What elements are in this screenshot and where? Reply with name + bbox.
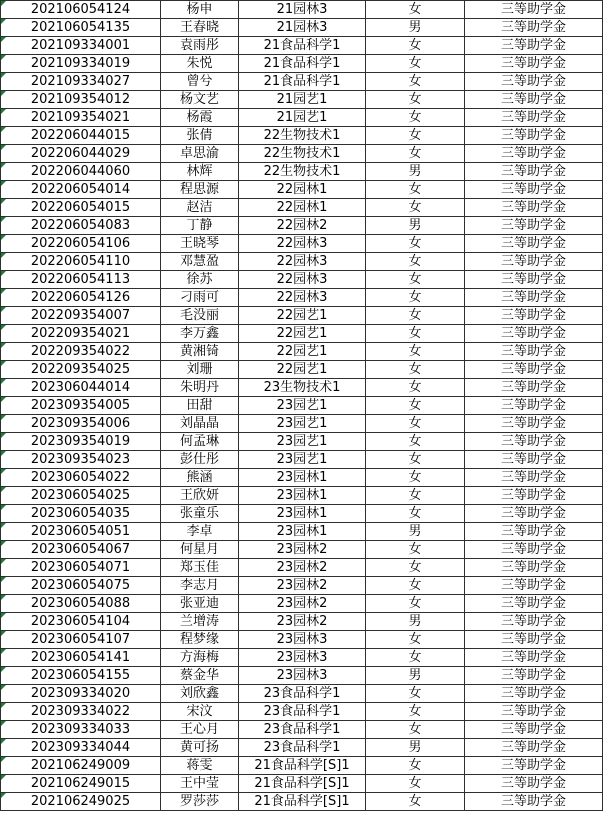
- student-name-cell[interactable]: 朱明丹: [161, 379, 239, 397]
- gender-cell[interactable]: 女: [366, 649, 465, 667]
- student-name-cell[interactable]: 宋汶: [161, 703, 239, 721]
- gender-cell[interactable]: 女: [366, 271, 465, 289]
- award-cell[interactable]: 三等助学金: [465, 253, 603, 271]
- class-cell[interactable]: 23园林2: [239, 541, 366, 559]
- class-cell[interactable]: 22园艺1: [239, 343, 366, 361]
- student-name-cell[interactable]: 蒋雯: [161, 757, 239, 775]
- class-cell[interactable]: 23园林3: [239, 667, 366, 685]
- student-name-cell[interactable]: 刘欣鑫: [161, 685, 239, 703]
- student-name-cell[interactable]: 何孟琳: [161, 433, 239, 451]
- table-row: [1, 1, 603, 19]
- class-cell[interactable]: 23食品科学1: [239, 703, 366, 721]
- award-cell[interactable]: 三等助学金: [465, 793, 603, 811]
- student-name-cell[interactable]: 林辉: [161, 163, 239, 181]
- student-id-cell[interactable]: 202306054071: [1, 559, 161, 577]
- class-cell[interactable]: 22园林1: [239, 181, 366, 199]
- award-cell[interactable]: 三等助学金: [465, 469, 603, 487]
- class-cell[interactable]: 21食品科学1: [239, 73, 366, 91]
- award-cell[interactable]: 三等助学金: [465, 505, 603, 523]
- class-cell[interactable]: 22园艺1: [239, 325, 366, 343]
- table-row: [1, 325, 603, 343]
- gender-cell[interactable]: 女: [366, 577, 465, 595]
- gender-cell[interactable]: 女: [366, 379, 465, 397]
- table-row: [1, 343, 603, 361]
- gender-cell[interactable]: 女: [366, 685, 465, 703]
- award-cell[interactable]: 三等助学金: [465, 91, 603, 109]
- student-id-cell[interactable]: 202306054141: [1, 649, 161, 667]
- student-id-cell[interactable]: 202306054025: [1, 487, 161, 505]
- class-cell[interactable]: 23园林2: [239, 577, 366, 595]
- class-cell[interactable]: 23园林1: [239, 487, 366, 505]
- class-cell[interactable]: 23园艺1: [239, 415, 366, 433]
- gender-cell[interactable]: 男: [366, 163, 465, 181]
- gender-cell[interactable]: 女: [366, 541, 465, 559]
- student-id-cell[interactable]: 202306054067: [1, 541, 161, 559]
- gender-cell[interactable]: 女: [366, 55, 465, 73]
- award-cell[interactable]: 三等助学金: [465, 19, 603, 37]
- table-row: [1, 721, 603, 739]
- class-cell[interactable]: 22园艺1: [239, 361, 366, 379]
- table-row: [1, 649, 603, 667]
- award-cell[interactable]: 三等助学金: [465, 451, 603, 469]
- class-cell[interactable]: 21食品科学1: [239, 37, 366, 55]
- gender-cell[interactable]: 女: [366, 505, 465, 523]
- award-cell[interactable]: 三等助学金: [465, 163, 603, 181]
- award-cell[interactable]: 三等助学金: [465, 631, 603, 649]
- gender-cell[interactable]: 女: [366, 1, 465, 19]
- gender-cell[interactable]: 女: [366, 433, 465, 451]
- table-row: [1, 91, 603, 109]
- award-cell[interactable]: 三等助学金: [465, 415, 603, 433]
- student-name-cell[interactable]: 方海梅: [161, 649, 239, 667]
- table-row: [1, 271, 603, 289]
- student-id-cell[interactable]: 202106249009: [1, 757, 161, 775]
- student-id-cell[interactable]: 202306054107: [1, 631, 161, 649]
- class-cell[interactable]: 22园林2: [239, 217, 366, 235]
- award-cell[interactable]: 三等助学金: [465, 289, 603, 307]
- class-cell[interactable]: 21食品科学1: [239, 55, 366, 73]
- student-name-cell[interactable]: 李志月: [161, 577, 239, 595]
- gender-cell[interactable]: 女: [366, 127, 465, 145]
- class-cell[interactable]: 23园林1: [239, 469, 366, 487]
- table-row: [1, 253, 603, 271]
- class-cell[interactable]: 22生物技术1: [239, 127, 366, 145]
- class-cell[interactable]: 23园艺1: [239, 433, 366, 451]
- award-cell[interactable]: 三等助学金: [465, 361, 603, 379]
- student-name-cell[interactable]: 黄湘锜: [161, 343, 239, 361]
- award-cell[interactable]: 三等助学金: [465, 487, 603, 505]
- award-cell[interactable]: 三等助学金: [465, 685, 603, 703]
- table-row: [1, 577, 603, 595]
- table-row: [1, 379, 603, 397]
- table-row: [1, 793, 603, 811]
- student-id-cell[interactable]: 202106249015: [1, 775, 161, 793]
- award-cell[interactable]: 三等助学金: [465, 379, 603, 397]
- student-id-cell[interactable]: 202206054106: [1, 235, 161, 253]
- award-cell[interactable]: 三等助学金: [465, 1, 603, 19]
- class-cell[interactable]: 21园林3: [239, 19, 366, 37]
- gender-cell[interactable]: 女: [366, 343, 465, 361]
- gender-cell[interactable]: 男: [366, 667, 465, 685]
- class-cell[interactable]: 23园艺1: [239, 397, 366, 415]
- gender-cell[interactable]: 女: [366, 325, 465, 343]
- student-name-cell[interactable]: 刘晶晶: [161, 415, 239, 433]
- class-cell[interactable]: 21食品科学[S]1: [239, 775, 366, 793]
- award-cell[interactable]: 三等助学金: [465, 271, 603, 289]
- gender-cell[interactable]: 女: [366, 37, 465, 55]
- student-name-cell[interactable]: 刁雨可: [161, 289, 239, 307]
- gender-cell[interactable]: 女: [366, 91, 465, 109]
- award-cell[interactable]: 三等助学金: [465, 73, 603, 91]
- student-name-cell[interactable]: 黄可扬: [161, 739, 239, 757]
- table-row: [1, 181, 603, 199]
- table-row: [1, 235, 603, 253]
- student-id-cell[interactable]: 202109354021: [1, 109, 161, 127]
- gender-cell[interactable]: 男: [366, 739, 465, 757]
- table-row: [1, 37, 603, 55]
- award-cell[interactable]: 三等助学金: [465, 199, 603, 217]
- table-row: [1, 361, 603, 379]
- student-name-cell[interactable]: 张童乐: [161, 505, 239, 523]
- table-row: [1, 199, 603, 217]
- table-row: [1, 73, 603, 91]
- gender-cell[interactable]: 女: [366, 199, 465, 217]
- table-row: [1, 55, 603, 73]
- gender-cell[interactable]: 女: [366, 451, 465, 469]
- class-cell[interactable]: 23园林3: [239, 631, 366, 649]
- gender-cell[interactable]: 男: [366, 613, 465, 631]
- class-cell[interactable]: 23园林2: [239, 595, 366, 613]
- award-cell[interactable]: 三等助学金: [465, 145, 603, 163]
- award-cell[interactable]: 三等助学金: [465, 559, 603, 577]
- student-id-cell[interactable]: 202206044029: [1, 145, 161, 163]
- student-name-cell[interactable]: 李万鑫: [161, 325, 239, 343]
- class-cell[interactable]: 23食品科学1: [239, 721, 366, 739]
- student-id-cell[interactable]: 202309354023: [1, 451, 161, 469]
- award-cell[interactable]: 三等助学金: [465, 181, 603, 199]
- class-cell[interactable]: 23园艺1: [239, 451, 366, 469]
- table-row: [1, 523, 603, 541]
- student-id-cell[interactable]: 202206054110: [1, 253, 161, 271]
- gender-cell[interactable]: 女: [366, 145, 465, 163]
- gender-cell[interactable]: 女: [366, 109, 465, 127]
- class-cell[interactable]: 22生物技术1: [239, 163, 366, 181]
- gender-cell[interactable]: 女: [366, 793, 465, 811]
- gender-cell[interactable]: 男: [366, 19, 465, 37]
- table-row: [1, 613, 603, 631]
- student-name-cell[interactable]: 程思源: [161, 181, 239, 199]
- table-row: [1, 487, 603, 505]
- table-row: [1, 757, 603, 775]
- student-name-cell[interactable]: 张亚迪: [161, 595, 239, 613]
- student-name-cell[interactable]: 王中莹: [161, 775, 239, 793]
- table-row: [1, 667, 603, 685]
- table-row: [1, 469, 603, 487]
- award-cell[interactable]: 三等助学金: [465, 127, 603, 145]
- class-cell[interactable]: 23园林1: [239, 505, 366, 523]
- student-id-cell[interactable]: 202209354022: [1, 343, 161, 361]
- gender-cell[interactable]: 男: [366, 523, 465, 541]
- student-id-cell[interactable]: 202306054035: [1, 505, 161, 523]
- table-row: [1, 775, 603, 793]
- student-name-cell[interactable]: 程梦缘: [161, 631, 239, 649]
- class-cell[interactable]: 23生物技术1: [239, 379, 366, 397]
- student-id-cell[interactable]: 202106054135: [1, 19, 161, 37]
- award-cell[interactable]: 三等助学金: [465, 577, 603, 595]
- table-row: [1, 307, 603, 325]
- sheet-margin: [603, 0, 613, 816]
- student-name-cell[interactable]: 袁雨彤: [161, 37, 239, 55]
- award-cell[interactable]: 三等助学金: [465, 235, 603, 253]
- table-row: [1, 289, 603, 307]
- student-name-cell[interactable]: 赵洁: [161, 199, 239, 217]
- table-row: [1, 415, 603, 433]
- table-row: [1, 685, 603, 703]
- award-cell[interactable]: 三等助学金: [465, 703, 603, 721]
- student-id-cell[interactable]: 202209354021: [1, 325, 161, 343]
- gender-cell[interactable]: 女: [366, 703, 465, 721]
- student-name-cell[interactable]: 徐苏: [161, 271, 239, 289]
- table-row: [1, 109, 603, 127]
- award-cell[interactable]: 三等助学金: [465, 739, 603, 757]
- table-row: [1, 541, 603, 559]
- student-name-cell[interactable]: 蔡金华: [161, 667, 239, 685]
- award-cell[interactable]: 三等助学金: [465, 217, 603, 235]
- class-cell[interactable]: 23园林2: [239, 559, 366, 577]
- student-name-cell[interactable]: 郑玉佳: [161, 559, 239, 577]
- gender-cell[interactable]: 女: [366, 595, 465, 613]
- class-cell[interactable]: 21食品科学[S]1: [239, 757, 366, 775]
- gender-cell[interactable]: 女: [366, 757, 465, 775]
- student-id-cell[interactable]: 202109334027: [1, 73, 161, 91]
- award-cell[interactable]: 三等助学金: [465, 307, 603, 325]
- award-cell[interactable]: 三等助学金: [465, 613, 603, 631]
- class-cell[interactable]: 23园林3: [239, 649, 366, 667]
- student-id-cell[interactable]: 202306054051: [1, 523, 161, 541]
- spreadsheet-body: [1, 0, 603, 811]
- gender-cell[interactable]: 女: [366, 775, 465, 793]
- student-name-cell[interactable]: 罗莎莎: [161, 793, 239, 811]
- class-cell[interactable]: 21园林3: [239, 1, 366, 19]
- student-id-cell[interactable]: 202106054124: [1, 1, 161, 19]
- class-cell[interactable]: 22生物技术1: [239, 145, 366, 163]
- student-id-cell[interactable]: 202306054088: [1, 595, 161, 613]
- class-cell[interactable]: 23园林2: [239, 613, 366, 631]
- award-cell[interactable]: 三等助学金: [465, 523, 603, 541]
- student-id-cell[interactable]: 202206054113: [1, 271, 161, 289]
- gender-cell[interactable]: 女: [366, 469, 465, 487]
- student-name-cell[interactable]: 王欣妍: [161, 487, 239, 505]
- table-row: [1, 145, 603, 163]
- student-name-cell[interactable]: 曾兮: [161, 73, 239, 91]
- class-cell[interactable]: 22园林3: [239, 253, 366, 271]
- table-row: [1, 559, 603, 577]
- class-cell[interactable]: 23食品科学1: [239, 739, 366, 757]
- student-id-cell[interactable]: 202309334044: [1, 739, 161, 757]
- student-name-cell[interactable]: 何星月: [161, 541, 239, 559]
- award-cell[interactable]: 三等助学金: [465, 757, 603, 775]
- student-id-cell[interactable]: 202106249025: [1, 793, 161, 811]
- student-id-cell[interactable]: 202309354019: [1, 433, 161, 451]
- student-name-cell[interactable]: 邓慧盈: [161, 253, 239, 271]
- gender-cell[interactable]: 女: [366, 397, 465, 415]
- student-id-cell[interactable]: 202309354006: [1, 415, 161, 433]
- gender-cell[interactable]: 女: [366, 559, 465, 577]
- student-name-cell[interactable]: 兰增涛: [161, 613, 239, 631]
- table-row: [1, 451, 603, 469]
- student-id-cell[interactable]: 202309334033: [1, 721, 161, 739]
- student-id-cell[interactable]: 202206054015: [1, 199, 161, 217]
- award-cell[interactable]: 三等助学金: [465, 325, 603, 343]
- class-cell[interactable]: 22园林1: [239, 199, 366, 217]
- award-cell[interactable]: 三等助学金: [465, 667, 603, 685]
- student-name-cell[interactable]: 杨申: [161, 1, 239, 19]
- student-id-cell[interactable]: 202109334001: [1, 37, 161, 55]
- award-cell[interactable]: 三等助学金: [465, 595, 603, 613]
- student-name-cell[interactable]: 王春晓: [161, 19, 239, 37]
- student-name-cell[interactable]: 毛没丽: [161, 307, 239, 325]
- class-cell[interactable]: 23园林1: [239, 523, 366, 541]
- student-name-cell[interactable]: 卓思渝: [161, 145, 239, 163]
- award-cell[interactable]: 三等助学金: [465, 649, 603, 667]
- student-id-cell[interactable]: 202209354007: [1, 307, 161, 325]
- table-row: [1, 595, 603, 613]
- gender-cell[interactable]: 女: [366, 289, 465, 307]
- table-row: [1, 631, 603, 649]
- student-id-cell[interactable]: 202306054022: [1, 469, 161, 487]
- student-name-cell[interactable]: 熊涵: [161, 469, 239, 487]
- student-name-cell[interactable]: 杨霞: [161, 109, 239, 127]
- gender-cell[interactable]: 女: [366, 181, 465, 199]
- student-name-cell[interactable]: 张倩: [161, 127, 239, 145]
- student-id-cell[interactable]: 202206054083: [1, 217, 161, 235]
- gender-cell[interactable]: 女: [366, 721, 465, 739]
- award-cell[interactable]: 三等助学金: [465, 397, 603, 415]
- student-id-cell[interactable]: 202309334022: [1, 703, 161, 721]
- student-id-cell[interactable]: 202309354005: [1, 397, 161, 415]
- student-id-cell[interactable]: 202206054126: [1, 289, 161, 307]
- gender-cell[interactable]: 女: [366, 235, 465, 253]
- student-name-cell[interactable]: 王晓琴: [161, 235, 239, 253]
- gender-cell[interactable]: 女: [366, 361, 465, 379]
- student-name-cell[interactable]: 李卓: [161, 523, 239, 541]
- table-row: [1, 433, 603, 451]
- class-cell[interactable]: 22园林3: [239, 271, 366, 289]
- class-cell[interactable]: 21园艺1: [239, 109, 366, 127]
- award-cell[interactable]: 三等助学金: [465, 343, 603, 361]
- award-cell[interactable]: 三等助学金: [465, 433, 603, 451]
- award-cell[interactable]: 三等助学金: [465, 775, 603, 793]
- table-row: [1, 397, 603, 415]
- student-name-cell[interactable]: 田甜: [161, 397, 239, 415]
- gender-cell[interactable]: 女: [366, 73, 465, 91]
- student-id-cell[interactable]: 202209354025: [1, 361, 161, 379]
- student-name-cell[interactable]: 刘珊: [161, 361, 239, 379]
- award-cell[interactable]: 三等助学金: [465, 109, 603, 127]
- student-name-cell[interactable]: 王心月: [161, 721, 239, 739]
- student-name-cell[interactable]: 朱悦: [161, 55, 239, 73]
- gender-cell[interactable]: 男: [366, 217, 465, 235]
- class-cell[interactable]: 23食品科学1: [239, 685, 366, 703]
- award-cell[interactable]: 三等助学金: [465, 721, 603, 739]
- table-row: [1, 19, 603, 37]
- student-name-cell[interactable]: 丁静: [161, 217, 239, 235]
- table-row: [1, 163, 603, 181]
- table-row: [1, 739, 603, 757]
- table-row: [1, 505, 603, 523]
- class-cell[interactable]: 22园艺1: [239, 307, 366, 325]
- student-id-cell[interactable]: 202309334020: [1, 685, 161, 703]
- class-cell[interactable]: 21园艺1: [239, 91, 366, 109]
- student-id-cell[interactable]: 202306044014: [1, 379, 161, 397]
- student-id-cell[interactable]: 202306054075: [1, 577, 161, 595]
- gender-cell[interactable]: 女: [366, 487, 465, 505]
- class-cell[interactable]: 22园林3: [239, 289, 366, 307]
- table-row: [1, 217, 603, 235]
- student-id-cell[interactable]: 202109354012: [1, 91, 161, 109]
- student-id-cell[interactable]: 202206044015: [1, 127, 161, 145]
- student-name-cell[interactable]: 杨文艺: [161, 91, 239, 109]
- gender-cell[interactable]: 女: [366, 253, 465, 271]
- table-row: [1, 703, 603, 721]
- table-row: [1, 127, 603, 145]
- class-cell[interactable]: 22园林3: [239, 235, 366, 253]
- student-id-cell[interactable]: 202109334019: [1, 55, 161, 73]
- gender-cell[interactable]: 女: [366, 415, 465, 433]
- student-id-cell[interactable]: 202306054155: [1, 667, 161, 685]
- gender-cell[interactable]: 女: [366, 631, 465, 649]
- award-cell[interactable]: 三等助学金: [465, 541, 603, 559]
- award-cell[interactable]: 三等助学金: [465, 55, 603, 73]
- student-id-cell[interactable]: 202206054014: [1, 181, 161, 199]
- student-id-cell[interactable]: 202306054104: [1, 613, 161, 631]
- gender-cell[interactable]: 女: [366, 307, 465, 325]
- student-id-cell[interactable]: 202206044060: [1, 163, 161, 181]
- student-name-cell[interactable]: 彭仕彤: [161, 451, 239, 469]
- class-cell[interactable]: 21食品科学[S]1: [239, 793, 366, 811]
- award-cell[interactable]: 三等助学金: [465, 37, 603, 55]
